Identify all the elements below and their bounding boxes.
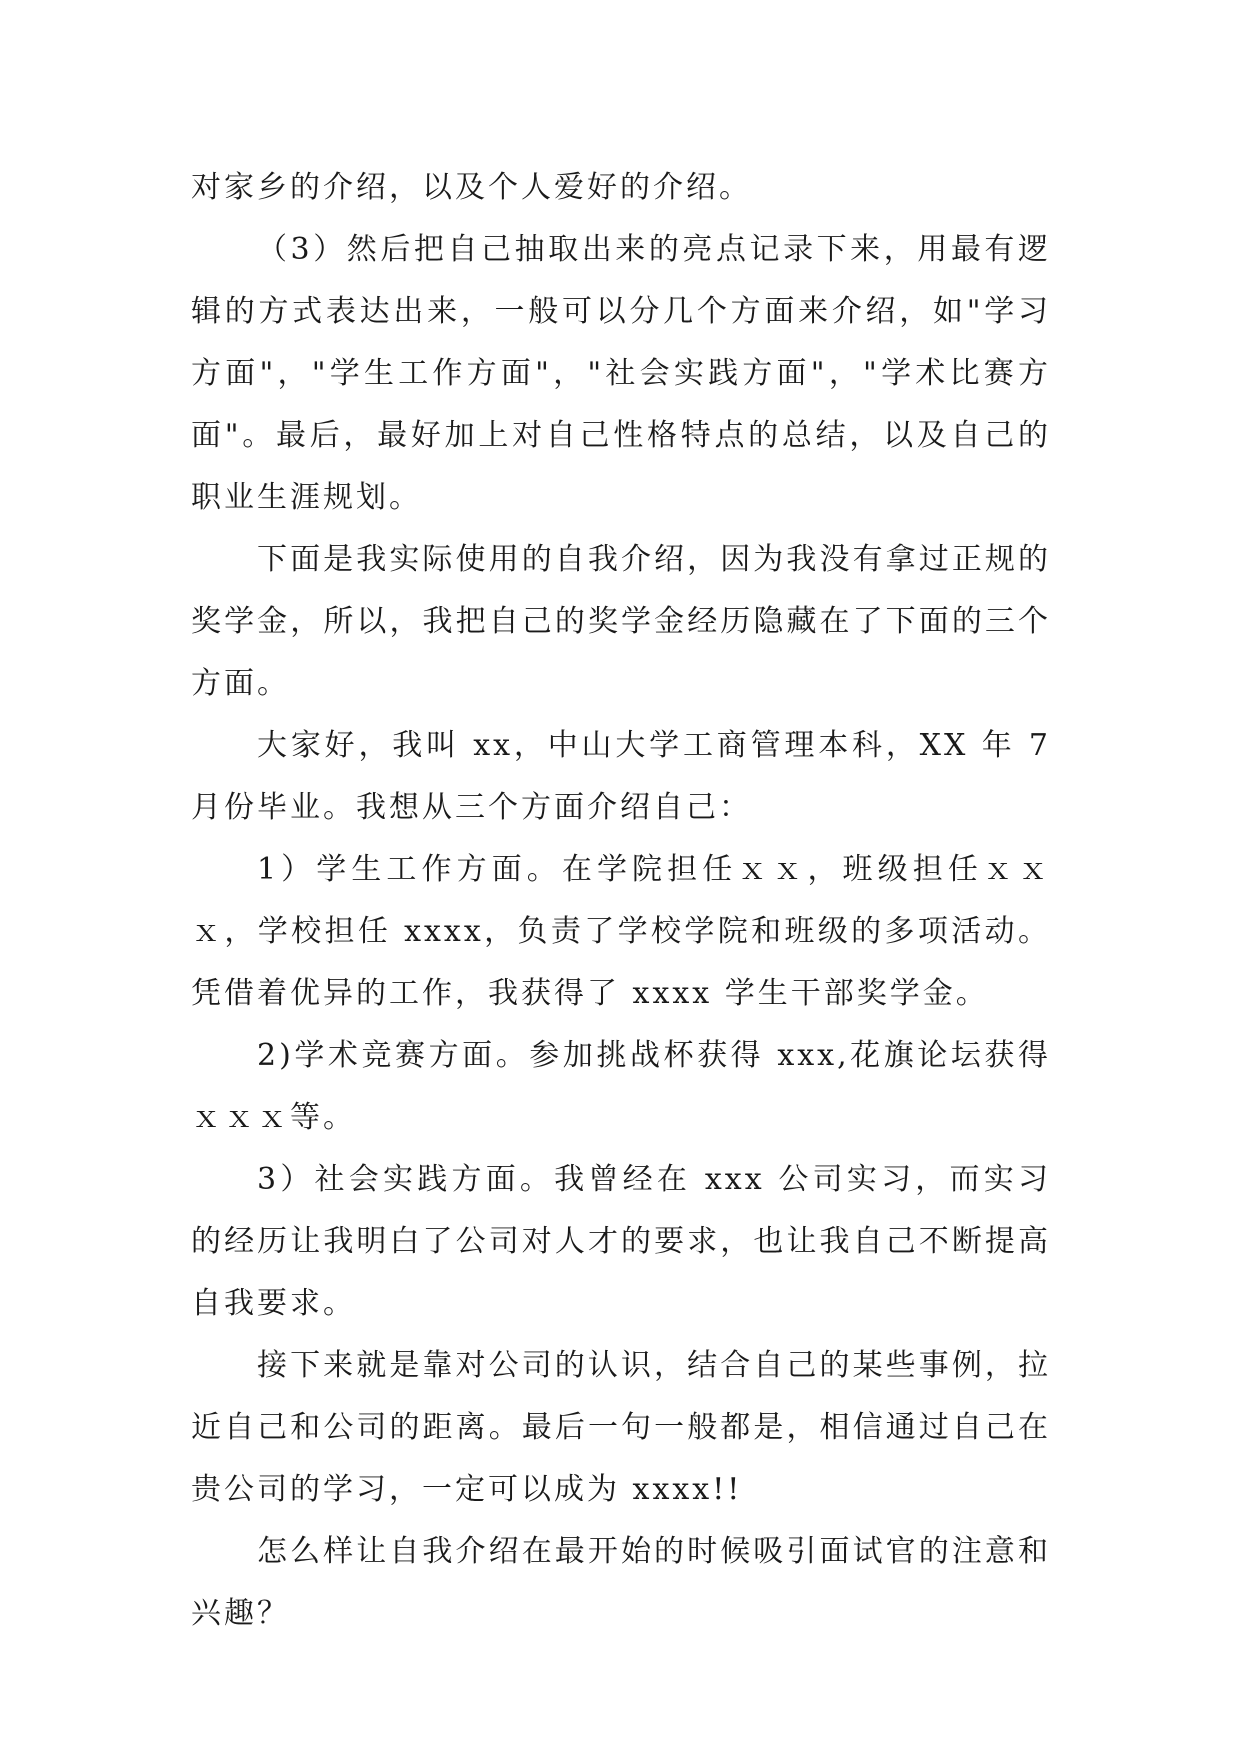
paragraph-actual-intro: 下面是我实际使用的自我介绍，因为我没有拿过正规的奖学金，所以，我把自己的奖学金经历隐藏在了下面的三个方面。 bbox=[191, 542, 1051, 701]
paragraph-student-work: 1）学生工作方面。在学院担任ｘｘ，班级担任ｘｘｘ，学校担任 xxxx，负责了学校学院和班级的多项活动。凭借着优异的工作，我获得了 xxxx 学生干部奖学金。 bbox=[191, 852, 1051, 1011]
paragraph-hometown-hobbies: 对家乡的介绍，以及个人爱好的介绍。 bbox=[191, 170, 752, 205]
paragraph-highlights: （3）然后把自己抽取出来的亮点记录下来，用最有逻辑的方式表达出来，一般可以分几个方面来介绍，如"学习方面"，"学生工作方面"，"社会实践方面"，"学术比赛方面"。最后，最好加上对自己性格特点的总结，以及自己的职业生涯规划。 bbox=[191, 232, 1051, 515]
paragraph-academic-competition: 2)学术竞赛方面。参加挑战杯获得 xxx,花旗论坛获得ｘｘｘ等。 bbox=[191, 1038, 1051, 1135]
paragraph-greeting: 大家好，我叫 xx，中山大学工商管理本科，XX 年 7 月份毕业。我想从三个方面介绍自己： bbox=[191, 728, 1051, 825]
paragraph-question: 怎么样让自我介绍在最开始的时候吸引面试官的注意和兴趣？ bbox=[191, 1534, 1051, 1631]
paragraph-social-practice: 3）社会实践方面。我曾经在 xxx 公司实习，而实习的经历让我明白了公司对人才的要求，也让我自己不断提高自我要求。 bbox=[191, 1162, 1051, 1321]
document-body bbox=[191, 157, 1051, 1645]
paragraph-company-connection: 接下来就是靠对公司的认识，结合自己的某些事例，拉近自己和公司的距离。最后一句一般都是，相信通过自己在贵公司的学习，一定可以成为 xxxx!! bbox=[191, 1348, 1051, 1507]
